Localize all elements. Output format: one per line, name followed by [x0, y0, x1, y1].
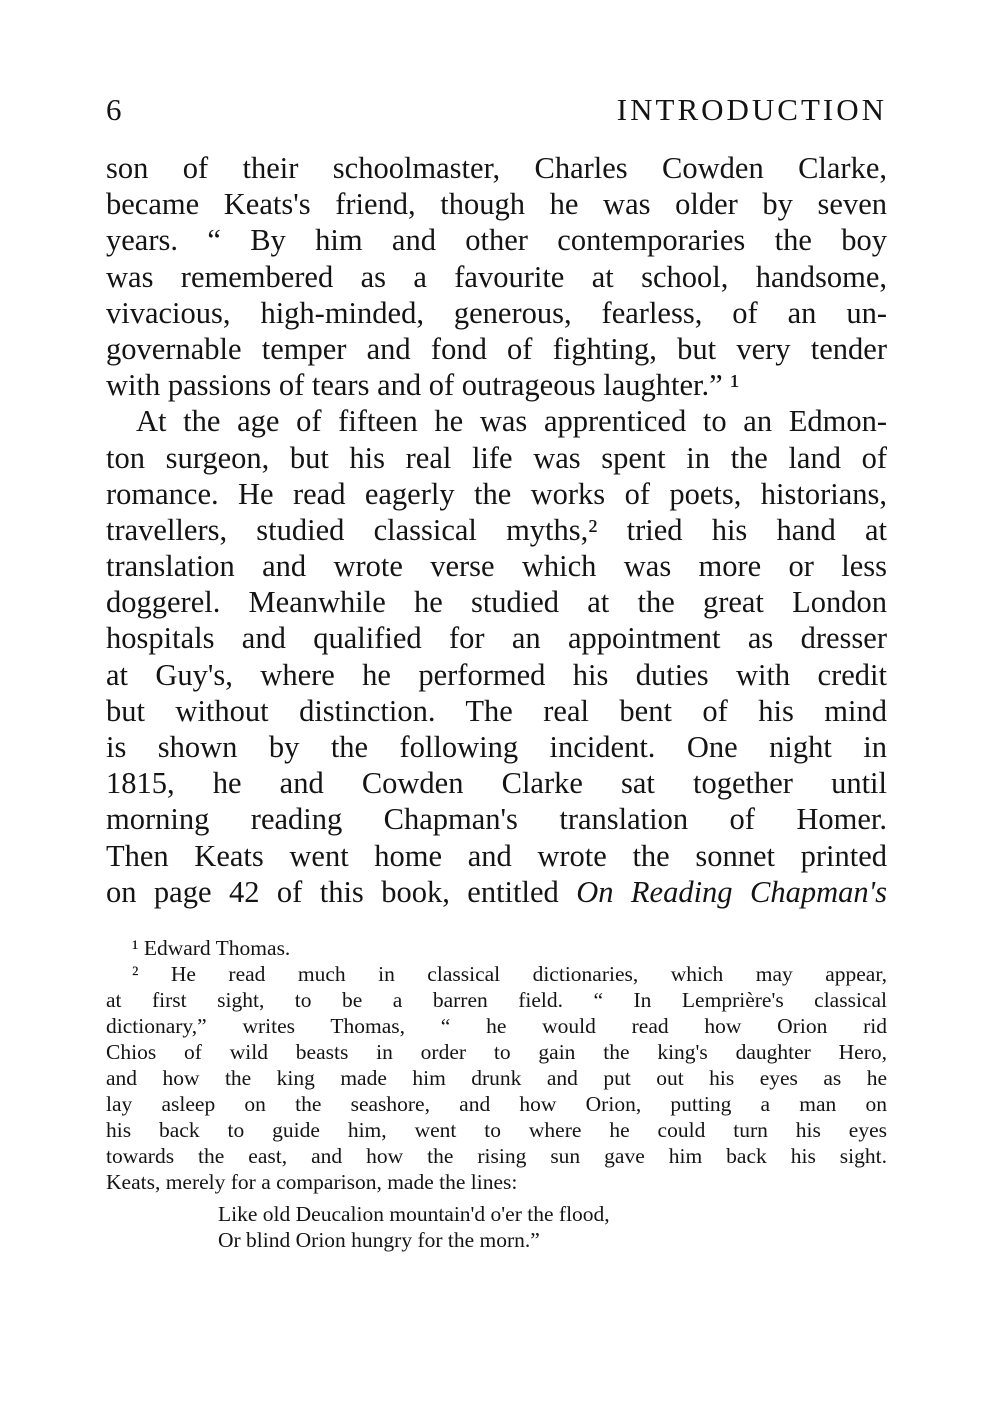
quote-line: Or blind Orion hungry for the morn.” — [218, 1228, 540, 1252]
body-line: is shown by the following incident. One night in — [106, 730, 887, 764]
body-line: romance. He read eagerly the works of poets, historians, — [106, 476, 887, 511]
body-line: son of their schoolmaster, Charles Cowden Clarke, — [106, 151, 887, 185]
body-line: with passions of tears and of outrageous laughter.” ¹ — [106, 368, 740, 403]
page-header — [106, 92, 887, 132]
body-line: translation and wrote verse which was more or less — [106, 549, 887, 584]
footnote-2-line: his back to guide him, went to where he could turn his eyes — [106, 1118, 887, 1142]
quote-line: Like old Deucalion mountain'd o'er the flood, — [218, 1202, 610, 1226]
footnote-2-line: Chios of wild beasts in order to gain the king's daughter Hero, — [106, 1040, 887, 1064]
body-line: Then Keats went home and wrote the sonnet printed — [106, 838, 887, 873]
body-line: years. “ By him and other contemporaries the boy — [106, 223, 887, 258]
footnote-2-line: Keats, merely for a comparison, made the lines: — [106, 1170, 518, 1194]
footnote-2-line: ² He read much in classical dictionaries, which may appear, — [132, 962, 887, 986]
body-line: was remembered as a favourite at school, handsome, — [106, 259, 887, 294]
footnote-2-line: lay asleep on the seashore, and how Orion, putting a man on — [106, 1092, 887, 1116]
body-line: ton surgeon, but his real life was spent in the land of — [106, 440, 887, 475]
body-line: at Guy's, where he performed his duties with credit — [106, 657, 887, 692]
footnote-2-line: and how the king made him drunk and put out his eyes as he — [106, 1066, 887, 1090]
body-line: governable temper and fond of fighting, but very tender — [106, 331, 887, 366]
body-line: 1815, he and Cowden Clarke sat together until — [106, 766, 887, 801]
body-line: hospitals and qualified for an appointment as dresser — [106, 621, 887, 656]
running-head: INTRODUCTION — [616, 92, 887, 127]
body-line: but without distinction. The real bent of his mind — [106, 693, 887, 728]
body-line: doggerel. Meanwhile he studied at the great London — [106, 585, 887, 620]
footnotes — [106, 935, 887, 1253]
body-text — [106, 150, 887, 910]
body-line: travellers, studied classical myths,² tried his hand at — [106, 512, 887, 547]
footnote-2-line: at first sight, to be a barren field. “ In Lemprière's classical — [106, 988, 887, 1012]
italic-title: On Reading Chapman's — [576, 874, 887, 909]
footnote-2-line: towards the east, and how the rising sun gave him back his sight. — [106, 1144, 887, 1168]
body-line: became Keats's friend, though he was older by seven — [106, 187, 887, 222]
body-line: At the age of fifteen he was apprenticed to an Edmon- — [136, 404, 887, 439]
page-number: 6 — [106, 92, 123, 127]
footnote-quote — [106, 1201, 887, 1253]
body-line-text: on page 42 of this book, entitled — [106, 874, 559, 909]
footnote-2-line: dictionary,” writes Thomas, “ he would read how Orion rid — [106, 1014, 887, 1038]
body-line: morning reading Chapman's translation of Homer. — [106, 802, 887, 837]
footnote-1: ¹ Edward Thomas. — [132, 936, 291, 960]
body-line-with-title — [106, 874, 887, 910]
body-line: vivacious, high-minded, generous, fearless, of an un- — [106, 295, 887, 330]
